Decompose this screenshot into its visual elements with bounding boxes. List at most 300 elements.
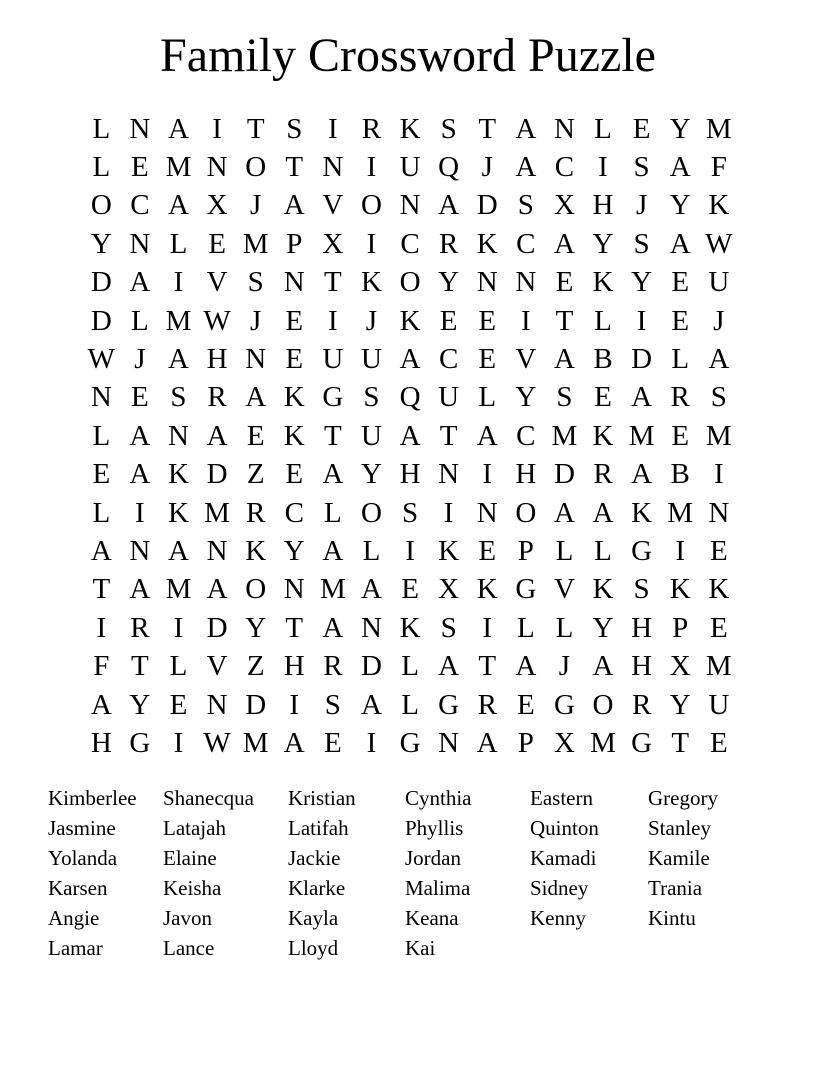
grid-letter: E [478, 304, 497, 337]
grid-letter: M [667, 496, 694, 529]
grid-letter: T [92, 573, 111, 606]
grid-letter: A [322, 611, 344, 644]
grid-letter: N [245, 343, 267, 376]
grid-letter: I [520, 304, 531, 337]
word-item: Elaine [163, 845, 217, 870]
word-item: Kamadi [530, 845, 597, 870]
grid-letter: N [438, 726, 460, 759]
word-item: Jackie [288, 845, 341, 870]
grid-letter: G [631, 534, 653, 567]
grid-letter: N [515, 266, 537, 299]
grid-letter: I [328, 112, 338, 145]
word-item: Lance [163, 935, 215, 960]
grid-letter: F [710, 151, 727, 184]
grid-letter: H [283, 650, 305, 683]
grid-letter: M [242, 726, 269, 759]
grid-letter: K [360, 266, 382, 299]
grid-letter: T [555, 304, 574, 337]
grid-letter: A [168, 343, 189, 376]
grid-letter: E [709, 534, 728, 567]
grid-letter: A [592, 650, 614, 683]
grid-letter: L [555, 534, 574, 567]
word-item: Klarke [288, 875, 346, 900]
word-item: Gregory [648, 785, 718, 810]
grid-letter: E [709, 726, 728, 759]
word-item: Kenny [530, 905, 586, 930]
grid-letter: Q [399, 381, 421, 414]
word-item: Latajah [163, 815, 226, 840]
grid-letter: N [129, 112, 151, 145]
grid-letter: A [476, 726, 498, 759]
grid-letter: Y [360, 458, 382, 491]
grid-letter: K [708, 573, 730, 606]
grid-letter: U [438, 381, 460, 414]
grid-letter: G [631, 726, 653, 759]
grid-letter: N [90, 381, 112, 414]
grid-letter: A [322, 534, 344, 567]
grid-letter: V [206, 650, 228, 683]
grid-letter: N [708, 496, 730, 529]
grid-letter: N [129, 534, 151, 567]
grid-letter: L [92, 419, 111, 452]
grid-letter: D [245, 688, 267, 721]
grid-letter: E [401, 573, 419, 606]
grid-letter: Z [246, 650, 265, 683]
grid-letter: E [671, 419, 690, 452]
grid-letter: M [590, 726, 616, 759]
grid-letter: E [131, 151, 149, 184]
grid-letter: L [594, 534, 612, 567]
grid-letter: F [93, 650, 110, 683]
grid-letter: P [672, 611, 689, 644]
grid-letter: A [90, 688, 112, 721]
word-search-grid [82, 110, 738, 763]
grid-letter: K [631, 496, 653, 529]
word-item: Kai [405, 935, 436, 960]
grid-letter: E [671, 266, 690, 299]
grid-letter: R [323, 650, 343, 683]
word-item: Kayla [288, 905, 339, 930]
grid-letter: Y [669, 688, 691, 721]
grid-letter: N [476, 496, 498, 529]
grid-letter: K [399, 112, 421, 145]
grid-letter: L [401, 650, 419, 683]
grid-letter: E [131, 381, 149, 414]
grid-letter: O [592, 688, 614, 721]
grid-letter: R [130, 611, 150, 644]
grid-letter: E [516, 688, 535, 721]
grid-letter: Y [592, 611, 614, 644]
word-item: Shanecqua [163, 785, 254, 810]
grid-letter: R [438, 227, 459, 260]
grid-letter: J [134, 343, 146, 376]
grid-letter: A [206, 419, 228, 452]
grid-letter: H [206, 343, 228, 376]
grid-letter: C [130, 189, 150, 222]
page-title: Family Crossword Puzzle [160, 29, 656, 82]
word-item: Latifah [288, 815, 349, 840]
word-item: Phyllis [405, 815, 464, 840]
grid-letter: T [324, 419, 342, 452]
grid-letter: R [631, 688, 652, 721]
grid-letter: P [517, 726, 534, 759]
grid-letter: S [440, 112, 457, 145]
word-item: Angie [48, 905, 100, 930]
grid-letter: S [710, 381, 727, 414]
grid-letter: K [283, 419, 305, 452]
grid-letter: M [628, 419, 655, 452]
grid-letter: I [675, 534, 686, 567]
word-item: Kintu [648, 905, 696, 930]
grid-letter: A [476, 419, 498, 452]
grid-letter: Y [592, 227, 614, 260]
grid-letter: O [515, 496, 537, 529]
grid-letter: R [246, 496, 266, 529]
grid-letter: A [129, 419, 151, 452]
grid-letter: M [705, 419, 732, 452]
grid-letter: A [669, 227, 691, 260]
grid-letter: N [206, 151, 228, 184]
word-column [405, 783, 530, 963]
word-item: Lloyd [288, 935, 339, 960]
grid-letter: T [246, 112, 265, 145]
grid-letter: O [90, 189, 112, 222]
grid-letter: N [399, 189, 421, 222]
grid-letter: J [635, 189, 648, 222]
grid-letter: A [168, 112, 189, 145]
grid-letter: A [360, 573, 382, 606]
grid-letter: K [399, 304, 421, 337]
grid-letter: A [129, 573, 151, 606]
grid-letter: Y [669, 112, 691, 145]
grid-letter: A [438, 189, 460, 222]
grid-letter: G [515, 573, 537, 606]
grid-letter: I [328, 304, 338, 337]
grid-letter: Y [90, 227, 112, 260]
grid-letter: L [169, 227, 188, 260]
grid-letter: E [709, 611, 728, 644]
grid-letter: U [708, 266, 730, 299]
word-item: Stanley [648, 815, 711, 840]
grid-letter: L [671, 343, 690, 376]
word-item: Kimberlee [48, 785, 137, 810]
grid-letter: L [478, 381, 497, 414]
grid-letter: S [286, 112, 303, 145]
grid-letter: K [399, 611, 421, 644]
grid-letter: H [399, 458, 421, 491]
grid-letter: T [478, 650, 497, 683]
grid-letter: D [90, 304, 112, 337]
grid-letter: L [594, 112, 612, 145]
grid-letter: A [90, 534, 112, 567]
grid-letter: I [636, 304, 647, 337]
grid-letter: H [631, 650, 653, 683]
grid-letter: D [360, 650, 382, 683]
grid-letter: N [360, 611, 382, 644]
grid-letter: J [481, 151, 493, 184]
grid-letter: J [250, 304, 262, 337]
grid-letter: M [165, 573, 192, 606]
grid-letter: S [401, 496, 419, 529]
word-item: Karsen [48, 875, 108, 900]
grid-letter: E [285, 343, 304, 376]
grid-letter: G [129, 726, 151, 759]
grid-letter: X [322, 227, 344, 260]
grid-letter: O [245, 151, 267, 184]
word-item: Jordan [405, 845, 461, 870]
word-column [288, 783, 405, 963]
grid-letter: E [632, 112, 651, 145]
grid-letter: S [247, 266, 264, 299]
grid-letter: N [476, 266, 498, 299]
grid-letter: E [92, 458, 111, 491]
grid-letter: G [399, 726, 421, 759]
grid-letter: C [554, 151, 575, 184]
grid-letter: M [705, 650, 732, 683]
word-column [648, 783, 718, 963]
grid-letter: O [360, 189, 382, 222]
word-item: Jasmine [48, 815, 116, 840]
grid-letter: N [322, 151, 344, 184]
grid-letter: S [363, 381, 380, 414]
grid-letter: E [478, 343, 497, 376]
grid-letter: A [515, 151, 537, 184]
grid-letter: S [324, 688, 341, 721]
grid-letter: S [633, 151, 650, 184]
grid-letter: J [558, 650, 571, 683]
grid-letter: E [439, 304, 458, 337]
grid-letter: I [482, 611, 493, 644]
grid-letter: H [631, 611, 653, 644]
grid-letter: Z [246, 458, 265, 491]
grid-letter: M [705, 112, 732, 145]
grid-letter: Y [515, 381, 537, 414]
grid-letter: N [283, 573, 305, 606]
grid-letter: O [245, 573, 267, 606]
grid-letter: A [322, 458, 344, 491]
grid-letter: K [592, 573, 614, 606]
grid-letter: C [400, 227, 420, 260]
grid-letter: X [438, 573, 460, 606]
grid-letter: E [478, 534, 497, 567]
grid-letter: S [633, 227, 650, 260]
grid-letter: N [438, 458, 460, 491]
grid-letter: H [515, 458, 537, 491]
grid-letter: R [670, 381, 690, 414]
grid-letter: H [592, 189, 614, 222]
grid-letter: L [92, 496, 111, 529]
grid-letter: V [322, 189, 344, 222]
grid-letter: B [670, 458, 690, 491]
grid-letter: M [319, 573, 346, 606]
grid-letter: A [245, 381, 267, 414]
grid-letter: S [556, 381, 573, 414]
grid-letter: N [129, 227, 151, 260]
word-item: Lamar [48, 935, 103, 960]
grid-letter: I [405, 534, 415, 567]
grid-letter: E [285, 304, 304, 337]
grid-letter: D [90, 266, 112, 299]
word-item: Trania [648, 875, 703, 900]
grid-letter: A [283, 189, 305, 222]
grid-letter: E [246, 419, 265, 452]
grid-letter: D [476, 189, 498, 222]
grid-letter: N [206, 534, 228, 567]
grid-letter: U [322, 343, 344, 376]
grid-letter: X [553, 189, 575, 222]
grid-letter: A [206, 573, 228, 606]
grid-letter: A [129, 458, 151, 491]
grid-letter: A [360, 688, 382, 721]
grid-letter: I [135, 496, 145, 529]
grid-letter: N [283, 266, 305, 299]
grid-letter: E [324, 726, 342, 759]
grid-letter: M [204, 496, 230, 529]
word-item: Javon [163, 905, 212, 930]
grid-letter: K [669, 573, 691, 606]
grid-letter: E [594, 381, 612, 414]
grid-letter: I [598, 151, 608, 184]
grid-letter: M [242, 227, 269, 260]
grid-letter: A [631, 381, 653, 414]
grid-letter: T [439, 419, 458, 452]
grid-letter: G [553, 688, 575, 721]
grid-letter: C [516, 227, 536, 260]
grid-letter: L [594, 304, 612, 337]
grid-letter: E [285, 458, 304, 491]
grid-letter: M [551, 419, 578, 452]
grid-letter: L [131, 304, 149, 337]
grid-letter: H [90, 726, 112, 759]
word-item: Keana [405, 905, 459, 930]
grid-letter: Y [129, 688, 151, 721]
grid-letter: I [366, 726, 377, 759]
grid-letter: A [129, 266, 151, 299]
grid-letter: A [515, 112, 537, 145]
grid-letter: U [708, 688, 730, 721]
grid-letter: S [440, 611, 457, 644]
worksheet-page [0, 26, 816, 1082]
grid-letter: N [553, 112, 575, 145]
grid-letter: A [168, 534, 189, 567]
grid-letter: W [87, 343, 115, 376]
grid-letter: I [443, 496, 454, 529]
grid-letter: X [669, 650, 691, 683]
grid-letter: N [168, 419, 189, 452]
grid-letter: C [284, 496, 304, 529]
grid-letter: A [399, 419, 421, 452]
grid-letter: D [631, 343, 653, 376]
word-list [48, 783, 816, 963]
grid-letter: R [361, 112, 382, 145]
grid-letter: K [476, 573, 498, 606]
grid-letter: C [516, 419, 536, 452]
grid-letter: K [283, 381, 305, 414]
grid-letter: A [553, 227, 575, 260]
grid-letter: I [173, 726, 184, 759]
grid-letter: A [553, 496, 575, 529]
grid-letter: L [92, 112, 111, 145]
grid-letter: K [168, 496, 189, 529]
grid-letter: K [168, 458, 189, 491]
grid-letter: I [173, 266, 184, 299]
word-column [163, 783, 288, 963]
grid-letter: V [553, 573, 575, 606]
grid-letter: A [283, 726, 305, 759]
word-item: Cynthia [405, 785, 472, 810]
grid-letter: L [169, 650, 188, 683]
grid-letter: L [401, 688, 419, 721]
grid-letter: X [206, 189, 228, 222]
grid-letter: A [515, 650, 537, 683]
grid-letter: D [553, 458, 575, 491]
grid-letter: A [708, 343, 730, 376]
grid-letter: T [285, 151, 304, 184]
grid-letter: E [169, 688, 188, 721]
grid-letter: Y [283, 534, 305, 567]
word-item: Kamile [648, 845, 710, 870]
grid-letter: L [362, 534, 381, 567]
word-item: Quinton [530, 815, 599, 840]
word-item: Malima [405, 875, 471, 900]
grid-letter: N [206, 688, 228, 721]
grid-letter: L [555, 611, 574, 644]
grid-letter: M [165, 151, 192, 184]
grid-letter: S [170, 381, 187, 414]
grid-letter: U [360, 343, 382, 376]
grid-letter: S [517, 189, 534, 222]
grid-letter: W [705, 227, 733, 260]
grid-letter: A [438, 650, 460, 683]
grid-letter: I [713, 458, 724, 491]
grid-letter: I [482, 458, 493, 491]
grid-letter: L [516, 611, 535, 644]
word-item: Kristian [288, 785, 356, 810]
grid-letter: J [365, 304, 378, 337]
word-item: Sidney [530, 875, 589, 900]
grid-letter: E [208, 227, 226, 260]
grid-letter: A [553, 343, 575, 376]
grid-letter: T [131, 650, 149, 683]
grid-letter: J [713, 304, 725, 337]
grid-letter: G [438, 688, 460, 721]
grid-letter: I [366, 151, 377, 184]
grid-letter: O [360, 496, 382, 529]
grid-letter: A [168, 189, 189, 222]
grid-letter: I [366, 227, 377, 260]
word-item: Yolanda [48, 845, 118, 870]
grid-letter: A [669, 151, 691, 184]
grid-letter: R [477, 688, 497, 721]
grid-letter: U [360, 419, 382, 452]
grid-letter: Y [631, 266, 653, 299]
grid-letter: O [399, 266, 421, 299]
grid-letter: D [206, 611, 228, 644]
grid-letter: R [593, 458, 613, 491]
grid-letter: I [212, 112, 222, 145]
word-column [48, 783, 163, 963]
grid-letter: P [286, 227, 303, 260]
grid-letter: T [324, 266, 342, 299]
grid-letter: K [592, 419, 614, 452]
grid-letter: R [207, 381, 227, 414]
grid-letter: E [671, 304, 690, 337]
grid-letter: Q [438, 151, 460, 184]
grid-letter: Y [245, 611, 267, 644]
grid-letter: U [399, 151, 421, 184]
grid-letter: E [555, 266, 574, 299]
grid-letter: I [289, 688, 300, 721]
